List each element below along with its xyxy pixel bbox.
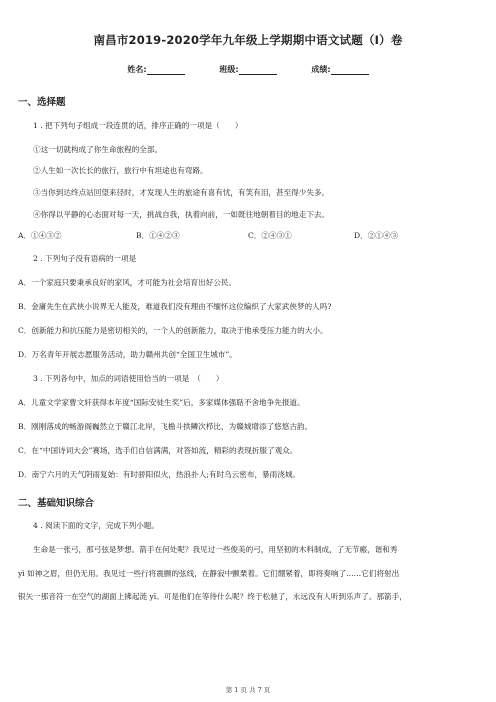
page-title: 南昌市2019-2020学年九年级上学期期中语文试题（I）卷 bbox=[93, 33, 403, 47]
class-field[interactable] bbox=[219, 64, 276, 75]
class-label: 班级: bbox=[219, 65, 239, 74]
class-blank bbox=[239, 66, 277, 75]
q1-item-3: ③当你到达终点站回望来径时，才发现人生的旅途有喜有忧，有笑有泪，甚至得少失多。 bbox=[33, 188, 330, 197]
q1-stem: 1 . 把下列句子组成一段连贯的话，排序正确的一项是（ ） bbox=[33, 121, 243, 130]
q1-option-c[interactable]: C．②④③① bbox=[248, 231, 292, 240]
q3-option-a[interactable]: A．儿童文学家曹文轩获得本年度“国际安徒生奖”后，多家媒体强聒不舍地争先报道。 bbox=[18, 398, 305, 407]
q3-stem: 3 . 下列各句中，加点的词语使用恰当的一项是 （ ） bbox=[33, 374, 224, 383]
q3-option-c[interactable]: C．在“中国诗词大会”赛场，选手们自信满满，对答如流，精彩的表现折服了观众。 bbox=[18, 446, 298, 455]
q1-option-b[interactable]: B．①④②③ bbox=[136, 231, 180, 240]
q2-stem: 2 . 下列句子没有语病的一项是 bbox=[33, 254, 137, 263]
section2-heading: 二、基础知识综合 bbox=[18, 498, 95, 509]
q1-item-4: ④你得以平静的心态面对每一天，挑战自我，执着向前，一如既往地朝着目的地走下去。 bbox=[33, 210, 330, 219]
student-info bbox=[0, 64, 496, 75]
q1-item-1: ①这一切就构成了你生命旅程的全部。 bbox=[33, 145, 163, 154]
score-blank bbox=[331, 66, 369, 75]
name-label: 姓名: bbox=[127, 65, 147, 74]
q1-option-d[interactable]: D．②①④③ bbox=[354, 231, 399, 240]
name-blank bbox=[147, 66, 185, 75]
q1-item-2: ②人生如一次长长的旅行，旅行中有坦途也有弯路。 bbox=[33, 166, 208, 175]
q1-option-a[interactable]: A．①④③② bbox=[18, 231, 62, 240]
q3-option-d[interactable]: D．南宁六月的天气阴雨复始：有时骄阳似火，热浪扑人;有时乌云密布，暴雨浇城。 bbox=[18, 470, 301, 479]
score-label: 成绩: bbox=[311, 65, 331, 74]
section1-heading: 一、选择题 bbox=[18, 97, 66, 108]
passage-line-2: yì 如神之眉，但仍无用。我见过一些行将震颤的弦线，在静寂中颤栗着。它们绷紧着，即将奏响了……它们将射出 bbox=[18, 569, 400, 578]
score-field[interactable] bbox=[311, 64, 368, 75]
passage-line-1: 生命是一张弓，那弓弦是梦想。箭手在何处呢？我见过一些俊美的弓，用坚韧的木料制成，了无节瘢，谐和秀 bbox=[33, 545, 398, 554]
q2-option-d[interactable]: D．万名青年开展志愿服务活动，助力赣州共创“全国卫生城市”。 bbox=[18, 350, 237, 359]
page-footer: 第 1 页 共 7 页 bbox=[225, 686, 271, 694]
q2-option-a[interactable]: A．一个家庭只要秉承良好的家风，才可能为社会培育出好公民。 bbox=[18, 278, 237, 287]
q4-stem: 4 . 阅读下面的文字，完成下列小题。 bbox=[33, 521, 159, 530]
q2-option-b[interactable]: B．金庸先生在武侠小说界无人能及，难道我们没有理由不缅怀这位编织了大家武侠梦的人吗? bbox=[18, 302, 332, 311]
q2-option-c[interactable]: C．创新能力和抗压能力是密切相关的，一个人的创新能力，取决于他承受压力能力的大小。 bbox=[18, 326, 328, 335]
name-field[interactable] bbox=[127, 64, 184, 75]
passage-line-3: 银矢一那音符一在空气的湖面上拂起涟 yī。可是他们在等待什么呢？终于松驰了，永远没有人听到乐声了。那箭手， bbox=[18, 592, 407, 601]
q3-option-b[interactable]: B．刚刚落成的畅游阁巍然立于赣江北岸，飞檐斗拱鳞次栉比，为赣城增添了悠悠古韵。 bbox=[18, 422, 313, 431]
